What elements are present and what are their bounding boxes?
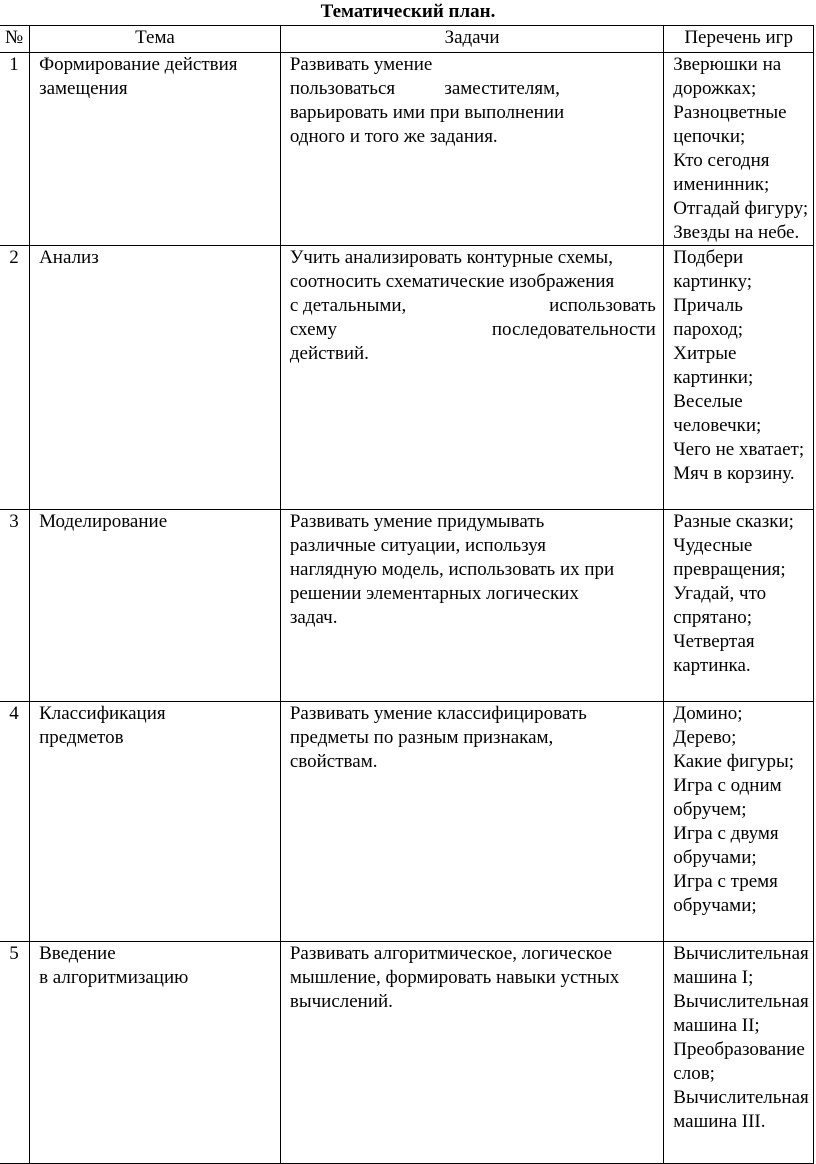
topic-line: Введение [39, 943, 116, 964]
game-item: Игра с тремя [673, 871, 778, 892]
header-games: Перечень игр [664, 26, 814, 53]
game-item: Какие фигуры; [673, 751, 795, 772]
game-item: Преобразование [673, 1039, 805, 1060]
game-item: Хитрые [673, 343, 737, 364]
tasks-line [290, 77, 560, 101]
tasks-line [290, 342, 663, 366]
tasks-line [290, 726, 663, 750]
table-row [0, 510, 814, 702]
header-topic: Тема [30, 26, 281, 53]
game-item: слов; [673, 1063, 715, 1084]
tasks-line [290, 582, 663, 606]
tasks-line [290, 942, 663, 966]
game-item: Кто сегодня [673, 150, 770, 171]
game-item: Дерево; [673, 727, 737, 748]
games-cell [664, 702, 814, 942]
row-number: 2 [0, 246, 30, 510]
tasks-cell [280, 53, 663, 246]
tasks-text: действий. [289, 343, 369, 364]
tasks-text: предметы по разным признакам, [289, 727, 554, 748]
game-item: картинки; [673, 367, 754, 388]
game-item: именинник; [673, 174, 770, 195]
tasks-cell [280, 510, 663, 702]
table-header-row [0, 26, 814, 53]
game-item: Вычислительная [673, 1087, 809, 1108]
game-item: Чудесные [673, 535, 753, 556]
game-item: человечки; [673, 415, 762, 436]
game-item: обручами; [673, 895, 757, 916]
tasks-text: различные ситуации, используя [289, 535, 546, 556]
game-item: Игра с одним [673, 775, 782, 796]
game-item: Веселые [673, 391, 743, 412]
topic-line: Классификация [39, 703, 166, 724]
topic-cell [30, 246, 281, 510]
tasks-text: последовательности [491, 319, 656, 340]
game-item: Угадай, что [673, 583, 767, 604]
topic-line: Моделирование [39, 511, 168, 532]
tasks-text: Учить анализировать контурные схемы, [289, 247, 613, 268]
tasks-line [290, 270, 663, 294]
tasks-text: задач. [289, 607, 338, 628]
tasks-line [290, 750, 663, 774]
row-number: 4 [0, 702, 30, 942]
game-item: Отгадай фигуру; [673, 198, 809, 219]
tasks-line [290, 990, 663, 1014]
game-item: Мяч в корзину. [673, 463, 795, 484]
tasks-text: заместителям, [444, 78, 560, 99]
game-item: превращения; [673, 559, 786, 580]
topic-line: Формирование действия [39, 54, 238, 75]
topic-line: предметов [39, 727, 124, 748]
game-item: картинка. [673, 655, 751, 676]
header-number: № [0, 26, 30, 53]
tasks-text: с детальными, [289, 295, 407, 316]
table-row [0, 942, 814, 1164]
game-item: картинку; [673, 271, 753, 292]
tasks-cell [280, 702, 663, 942]
tasks-text: одного и того же задания. [289, 126, 498, 147]
topic-line: Анализ [39, 247, 99, 268]
tasks-text: Развивать алгоритмическое, логическое [289, 943, 613, 964]
table-row [0, 246, 814, 510]
topic-line: в алгоритмизацию [39, 967, 189, 988]
game-item: Причаль [673, 295, 743, 316]
tasks-text: Развивать умение придумывать [289, 511, 545, 532]
tasks-text: пользоваться [289, 78, 396, 99]
topic-cell [30, 53, 281, 246]
tasks-text: Развивать умение [289, 54, 433, 75]
game-item: Домино; [673, 703, 743, 724]
game-item: Разные сказки; [673, 511, 794, 532]
game-item: пароход; [673, 319, 744, 340]
tasks-text: Развивать умение классифицировать [289, 703, 587, 724]
game-item: обручем; [673, 799, 747, 820]
tasks-text: схему [289, 319, 338, 340]
topic-line: замещения [39, 78, 128, 99]
row-number: 5 [0, 942, 30, 1164]
game-item: цепочки; [673, 126, 746, 147]
tasks-text: соотносить схематические изображения [289, 271, 615, 292]
tasks-text: варьировать ими при выполнении [289, 102, 565, 123]
topic-cell [30, 510, 281, 702]
topic-cell [30, 702, 281, 942]
tasks-cell [280, 942, 663, 1164]
tasks-line [290, 125, 663, 149]
tasks-text: мышление, формировать навыки устных [289, 967, 620, 988]
game-item: Вычислительная [673, 991, 809, 1012]
game-item: Вычислительная [673, 943, 809, 964]
game-item: Разноцветные [673, 102, 787, 123]
tasks-cell [280, 246, 663, 510]
games-cell [664, 942, 814, 1164]
game-item: машина I; [673, 967, 754, 988]
topic-cell [30, 942, 281, 1164]
thematic-plan-table [0, 25, 814, 1164]
row-number: 3 [0, 510, 30, 702]
game-item: Подбери [673, 247, 744, 268]
tasks-line [290, 294, 656, 318]
game-item: обручами; [673, 847, 757, 868]
game-item: машина III. [673, 1111, 766, 1132]
game-item: спрятано; [673, 607, 753, 628]
tasks-line [290, 606, 663, 630]
row-number: 1 [0, 53, 30, 246]
table-row [0, 702, 814, 942]
game-item: Четвертая [673, 631, 755, 652]
game-item: Игра с двумя [673, 823, 779, 844]
tasks-text: свойствам. [289, 751, 378, 772]
game-item: Звезды на небе. [673, 222, 800, 243]
game-item: дорожках; [673, 78, 757, 99]
table-row [0, 53, 814, 246]
tasks-line [290, 246, 663, 270]
game-item: Зверюшки на [673, 54, 782, 75]
tasks-line [290, 510, 663, 534]
tasks-text: наглядную модель, использовать их при [289, 559, 615, 580]
games-cell [664, 246, 814, 510]
game-item: машина II; [673, 1015, 760, 1036]
game-item: Чего не хватает; [673, 439, 805, 460]
tasks-line [290, 702, 663, 726]
document-title: Тематический план. [320, 1, 496, 22]
games-cell [664, 53, 814, 246]
games-cell [664, 510, 814, 702]
tasks-text: решении элементарных логических [289, 583, 579, 604]
tasks-line [290, 966, 663, 990]
tasks-line [290, 558, 663, 582]
tasks-line [290, 534, 663, 558]
tasks-text: вычислений. [289, 991, 393, 1012]
tasks-line [290, 101, 663, 125]
tasks-line [290, 53, 663, 77]
tasks-text: использовать [549, 295, 656, 316]
tasks-line [290, 318, 656, 342]
header-tasks: Задачи [280, 26, 663, 53]
